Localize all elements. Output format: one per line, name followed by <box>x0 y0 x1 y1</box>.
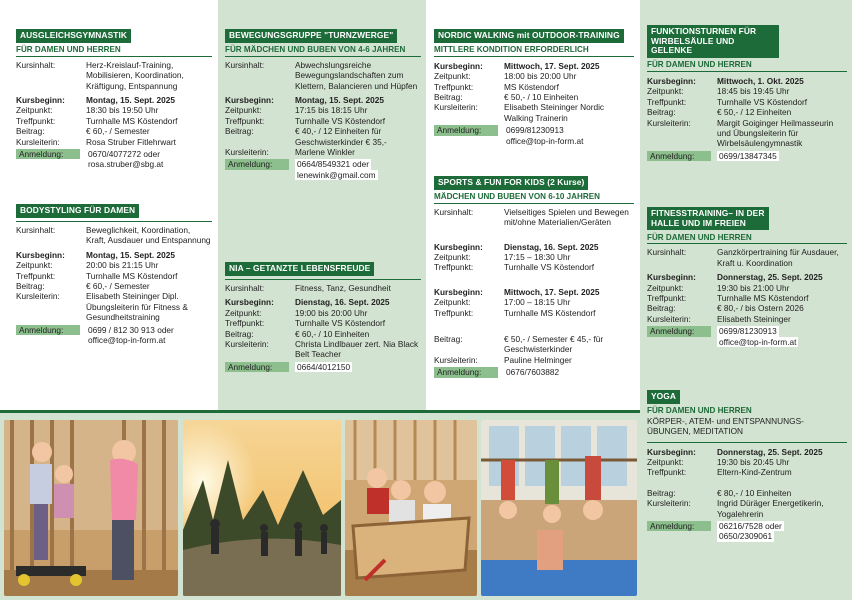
info-row <box>647 107 847 117</box>
info-label: Kursinhalt: <box>647 247 687 258</box>
divider <box>647 243 847 244</box>
info-label: Kursleiterin: <box>225 146 269 157</box>
info-row <box>434 297 634 307</box>
info-row <box>647 283 847 293</box>
info-value: Ganzkörpertraining für Ausdauer, Kraft u. Koordination <box>717 247 839 268</box>
info-row <box>225 297 421 307</box>
divider <box>225 279 421 280</box>
info-row <box>647 293 847 303</box>
info-value: Dienstag, 16. Sept. 2025 <box>504 241 599 252</box>
info-value: Donnerstag, 25. Sept. 2025 <box>717 272 823 283</box>
info-row <box>647 86 847 96</box>
registration-phone[interactable]: 0664/4012150 <box>297 361 351 372</box>
registration-label: Anmeldung: <box>647 151 711 161</box>
registration <box>16 149 212 170</box>
info-value: Marlene Winkler <box>295 146 355 157</box>
info-row <box>225 283 421 293</box>
info-row <box>434 334 634 355</box>
info-label: Kursbeginn: <box>647 446 696 457</box>
info-label: Kursinhalt: <box>225 59 265 70</box>
info-row <box>16 60 212 91</box>
info-value: € 50,- / 12 Einheiten <box>717 107 792 118</box>
course-subtitle: FÜR MÄDCHEN UND BUBEN VON 4-6 JAHREN <box>225 45 406 54</box>
info-value: Montag, 15. Sept. 2025 <box>86 249 175 260</box>
info-row <box>647 447 847 457</box>
info-label: Kursleiterin: <box>647 498 691 509</box>
info-row <box>16 250 212 260</box>
registration-phone[interactable]: 0670/4077272 oder <box>88 148 160 159</box>
info-value: Beweglichkeit, Koordination, Kraft, Ausdauer und Entspannung <box>86 225 211 246</box>
info-label: Kursbeginn: <box>434 286 483 297</box>
registration-phone[interactable]: 0699 / 812 30 913 oder <box>88 324 174 335</box>
course-subtitle: MITTLERE KONDITION ERFORDERLICH <box>434 45 589 54</box>
info-value: Montag, 15. Sept. 2025 <box>295 94 384 105</box>
info-value: Donnerstag, 25. Sept. 2025 <box>717 446 823 457</box>
info-value: Turnhalle MS Köstendorf <box>86 115 178 126</box>
info-label: Zeitpunkt: <box>434 297 471 308</box>
photo-kids-climbing <box>4 420 178 596</box>
info-value: Elisabeth Steininger Nordic Walking Trainerin <box>504 102 605 123</box>
info-value: € 60,- / Semester <box>86 126 150 137</box>
info-value: Vielseitiges Spielen und Bewegen mit/ohne Materialien/Geräten <box>504 206 629 228</box>
info-label: Zeitpunkt: <box>16 105 53 116</box>
course-title: AUSGLEICHSGYMNASTIK <box>16 29 131 43</box>
info-row <box>434 355 634 365</box>
course-turnzwerge <box>225 25 421 180</box>
info-label: Kursinhalt: <box>16 59 56 70</box>
info-label: Kursleiterin: <box>434 102 478 113</box>
info-label: Treffpunkt: <box>225 115 265 126</box>
course-title: BEWEGUNGSGRUPPE "TURNZWERGE" <box>225 29 397 43</box>
info-row <box>434 71 634 81</box>
info-label: Treffpunkt: <box>647 467 687 478</box>
info-value: Turnhalle VS Köstendorf <box>504 262 595 273</box>
info-label: Kursleiterin: <box>16 291 60 302</box>
registration-label: Anmeldung: <box>225 362 289 372</box>
info-row <box>647 467 847 477</box>
info-row <box>434 61 634 71</box>
info-row <box>225 308 421 318</box>
info-value: € 40,- / 12 Einheiten für Geschwisterkinder € 35,- <box>295 126 387 147</box>
registration-label: Anmeldung: <box>225 159 289 169</box>
photo-sunset-nordic-walking <box>183 420 341 596</box>
info-row <box>16 126 212 136</box>
registration-label: Anmeldung: <box>434 367 498 377</box>
course-title: SPORTS & FUN FOR KIDS (2 Kurse) <box>434 176 588 190</box>
info-row <box>647 272 847 282</box>
info-row <box>225 95 421 105</box>
course-title: FITNESSTRAINING– IN DER HALLE UND IM FREIEN <box>647 207 769 230</box>
info-value: 17:15 – 18:30 Uhr <box>504 251 571 262</box>
info-label: Kursleiterin: <box>434 354 478 365</box>
info-label: Treffpunkt: <box>16 115 56 126</box>
info-label: Kursbeginn: <box>16 94 65 105</box>
info-row <box>16 260 212 270</box>
registration-email[interactable]: office@top-in-form.at <box>506 135 584 146</box>
info-row <box>434 287 634 297</box>
info-label: Beitrag: <box>225 126 254 137</box>
divider <box>225 56 421 57</box>
info-label: Treffpunkt: <box>225 318 265 329</box>
info-row <box>647 488 847 498</box>
info-value: Rosa Struber Fitlehrwart <box>86 136 176 147</box>
info-label: Zeitpunkt: <box>16 260 53 271</box>
info-label: Beitrag: <box>16 281 45 292</box>
info-row <box>225 147 421 157</box>
info-label: Zeitpunkt: <box>225 105 262 116</box>
info-label: Kursbeginn: <box>225 297 274 308</box>
course-title: YOGA <box>647 390 680 404</box>
info-value: 18:45 bis 19:45 Uhr <box>717 86 790 97</box>
info-row <box>647 247 847 268</box>
info-row <box>16 105 212 115</box>
info-value: Elisabeth Steininger Dipl. Übungsleiterin für Fitness & Gesundheitstraining <box>86 291 188 323</box>
course-bodystyling <box>16 200 212 345</box>
info-label: Beitrag: <box>225 328 254 339</box>
info-row <box>647 118 847 149</box>
course-nordic-walking <box>434 25 634 146</box>
info-value: Turnhalle VS Köstendorf <box>295 318 386 329</box>
registration-label: Anmeldung: <box>434 125 498 135</box>
info-label: Beitrag: <box>647 107 676 118</box>
info-label: Zeitpunkt: <box>647 282 684 293</box>
course-fitnesstraining <box>647 207 847 347</box>
info-label: Kursleiterin: <box>647 313 691 324</box>
info-label: Beitrag: <box>16 126 45 137</box>
info-label: Beitrag: <box>647 303 676 314</box>
info-value: Turnhalle VS Köstendorf <box>717 96 808 107</box>
info-value: Montag, 15. Sept. 2025 <box>86 94 175 105</box>
info-value: 19:30 bis 20:45 Uhr <box>717 456 790 467</box>
info-row <box>647 303 847 313</box>
info-label: Beitrag: <box>647 487 676 498</box>
registration-email[interactable]: office@top-in-form.at <box>88 335 166 346</box>
registration-email[interactable]: rosa.struber@sbg.at <box>88 159 164 170</box>
divider <box>16 221 212 222</box>
registration <box>434 125 634 146</box>
info-value: Elisabeth Steininger <box>717 313 791 324</box>
info-row <box>434 252 634 262</box>
info-label: Beitrag: <box>434 333 463 344</box>
registration-phone-2[interactable]: 0650/2309061 <box>719 531 773 542</box>
registration-phone[interactable]: 0699/81230913 <box>506 125 564 136</box>
info-value: 20:00 bis 21:15 Uhr <box>86 260 159 271</box>
info-value: € 60,- / 10 Einheiten <box>295 328 370 339</box>
info-value: Fitness, Tanz, Gesundheit <box>295 283 391 293</box>
photo-kids-gymnastics <box>481 420 637 596</box>
info-value: Mittwoch, 17. Sept. 2025 <box>504 60 600 71</box>
course-subtitle: FÜR DAMEN UND HERREN <box>647 406 752 415</box>
divider <box>434 56 634 57</box>
info-row <box>647 97 847 107</box>
info-value: Mittwoch, 1. Okt. 2025 <box>717 76 804 87</box>
info-row <box>647 76 847 86</box>
info-value: Ingrid Düräger Energetikerin, Yogalehrerin <box>717 498 824 519</box>
registration-phone[interactable]: 0699/13847345 <box>719 150 777 161</box>
registration-phone[interactable]: 06216/7528 oder <box>719 520 782 531</box>
info-label: Zeitpunkt: <box>647 456 684 467</box>
info-label: Kursinhalt: <box>434 206 474 217</box>
info-value: Christa Lindlbauer zert. Nia Black Belt Teacher <box>295 339 419 360</box>
course-title: NIA – GETANZTE LEBENSFREUDE <box>225 262 374 276</box>
info-row <box>225 105 421 115</box>
registration-label: Anmeldung: <box>647 521 711 531</box>
registration <box>16 325 212 346</box>
course-intro: KÖRPER-, ATEM- und ENTSPANNUNGS- ÜBUNGEN, MEDITATION <box>647 415 804 437</box>
registration-email[interactable]: office@top-in-form.at <box>719 336 797 347</box>
info-value: 19:00 bis 20:00 Uhr <box>295 307 368 318</box>
info-row <box>16 95 212 105</box>
info-label: Zeitpunkt: <box>434 251 471 262</box>
info-value: € 50,- / Semester € 45,- für Geschwisterkinder <box>504 333 604 355</box>
info-label: Treffpunkt: <box>434 262 474 273</box>
info-value: Turnhalle MS Köstendorf <box>86 270 178 281</box>
registration-phone[interactable]: 0676/7603882 <box>506 367 560 378</box>
course-subtitle: FÜR DAMEN UND HERREN <box>16 45 121 54</box>
info-label: Kursbeginn: <box>434 241 483 252</box>
course-funktionsturnen <box>647 25 847 161</box>
info-value: Turnhalle MS Köstendorf <box>504 307 596 318</box>
info-label: Kursbeginn: <box>434 60 483 71</box>
info-label: Zeitpunkt: <box>647 86 684 97</box>
info-row <box>16 116 212 126</box>
registration <box>434 367 634 377</box>
info-row <box>647 498 847 519</box>
info-row <box>225 126 421 147</box>
info-row <box>225 116 421 126</box>
divider <box>647 71 847 72</box>
registration-label: Anmeldung: <box>16 325 80 335</box>
registration-phone[interactable]: 0699/81230913 <box>719 326 777 337</box>
info-value: Turnhalle VS Köstendorf <box>295 115 386 126</box>
info-value: Pauline Helminger <box>504 354 572 365</box>
registration <box>647 151 847 161</box>
info-value: Dienstag, 16. Sept. 2025 <box>295 297 390 308</box>
info-row <box>434 308 634 318</box>
info-row <box>434 242 634 252</box>
divider <box>647 442 847 443</box>
info-label: Beitrag: <box>434 91 463 102</box>
info-row <box>16 281 212 291</box>
info-label: Treffpunkt: <box>647 96 687 107</box>
info-value: Margit Goiginger Heilmasseurin und Übungsleiterin für Wirbelsäulengymnastik <box>717 117 834 149</box>
registration-label: Anmeldung: <box>16 149 80 159</box>
info-label: Kursbeginn: <box>225 94 274 105</box>
info-value: 19:30 bis 21:00 Uhr <box>717 282 790 293</box>
course-subtitle: MÄDCHEN UND BUBEN VON 6-10 JAHREN <box>434 192 600 201</box>
info-row <box>225 329 421 339</box>
course-title: NORDIC WALKING mit OUTDOOR-TRAINING <box>434 29 624 43</box>
info-row <box>16 291 212 322</box>
info-row <box>434 92 634 102</box>
info-row <box>434 102 634 123</box>
registration-email[interactable]: lenewink@gmail.com <box>297 169 376 180</box>
info-row <box>225 60 421 91</box>
info-label: Kursinhalt: <box>16 225 56 235</box>
info-value: 17:00 – 18:15 Uhr <box>504 297 571 308</box>
info-row <box>434 207 634 228</box>
course-subtitle: FÜR DAMEN UND HERREN <box>647 60 752 70</box>
info-label: Kursleiterin: <box>225 339 269 350</box>
info-label: Kursbeginn: <box>16 249 65 260</box>
course-ausgleichsgymnastik <box>16 25 212 170</box>
photo-kids-in-box <box>345 420 477 596</box>
registration <box>647 521 847 542</box>
info-value: € 80,- / 10 Einheiten <box>717 487 792 498</box>
info-value: 18:30 bis 19:50 Uhr <box>86 105 159 116</box>
course-yoga <box>647 386 847 542</box>
info-value: Abwechslungsreiche Bewegungslandschaften zum Klettern, Balancieren und Hüpfen <box>295 59 418 91</box>
info-value: Eltern-Kind-Zentrum <box>717 467 792 478</box>
info-label: Zeitpunkt: <box>225 307 262 318</box>
info-label: Treffpunkt: <box>434 307 474 318</box>
course-subtitle: FÜR DAMEN UND HERREN <box>647 232 752 242</box>
info-row <box>16 271 212 281</box>
info-row <box>16 225 212 246</box>
info-value: € 60,- / Semester <box>86 281 150 292</box>
info-row <box>16 137 212 147</box>
info-label: Kursleiterin: <box>647 117 691 128</box>
course-title: FUNKTIONSTURNEN FÜR WIRBELSÄULE UND GELENKE <box>647 25 779 58</box>
registration-phone[interactable]: 0664/8549321 oder <box>297 159 369 170</box>
info-row <box>225 339 421 360</box>
info-label: Kursbeginn: <box>647 272 696 283</box>
divider <box>434 203 634 204</box>
info-value: Turnhalle MS Köstendorf <box>717 292 809 303</box>
info-row <box>647 314 847 324</box>
course-nia <box>225 258 421 372</box>
info-label: Zeitpunkt: <box>434 71 471 82</box>
info-label: Treffpunkt: <box>434 81 474 92</box>
info-label: Kursbeginn: <box>647 76 696 87</box>
info-label: Kursinhalt: <box>225 283 265 293</box>
info-value: € 80,- / bis Ostern 2026 <box>717 303 804 314</box>
registration <box>225 159 421 180</box>
divider <box>16 56 212 57</box>
registration <box>647 326 847 347</box>
registration <box>225 362 421 372</box>
info-row <box>434 82 634 92</box>
info-value: € 50,- / 10 Einheiten <box>504 91 579 102</box>
course-sports-fun-kids <box>434 172 634 378</box>
info-value: MS Köstendorf <box>504 81 559 92</box>
info-row <box>225 318 421 328</box>
info-label: Kursleiterin: <box>16 136 60 147</box>
info-row <box>647 457 847 467</box>
info-value: Herz-Kreislauf-Training, Mobilisieren, Koordination, Kräftigung, Entspannung <box>86 59 184 91</box>
course-title: BODYSTYLING FÜR DAMEN <box>16 204 139 218</box>
info-value: Mittwoch, 17. Sept. 2025 <box>504 286 600 297</box>
info-row <box>434 262 634 272</box>
info-value: 17:15 bis 18:15 Uhr <box>295 105 368 116</box>
info-label: Treffpunkt: <box>647 292 687 303</box>
info-label: Treffpunkt: <box>16 270 56 281</box>
registration-label: Anmeldung: <box>647 326 711 336</box>
info-value: 18:00 bis 20:00 Uhr <box>504 71 577 82</box>
